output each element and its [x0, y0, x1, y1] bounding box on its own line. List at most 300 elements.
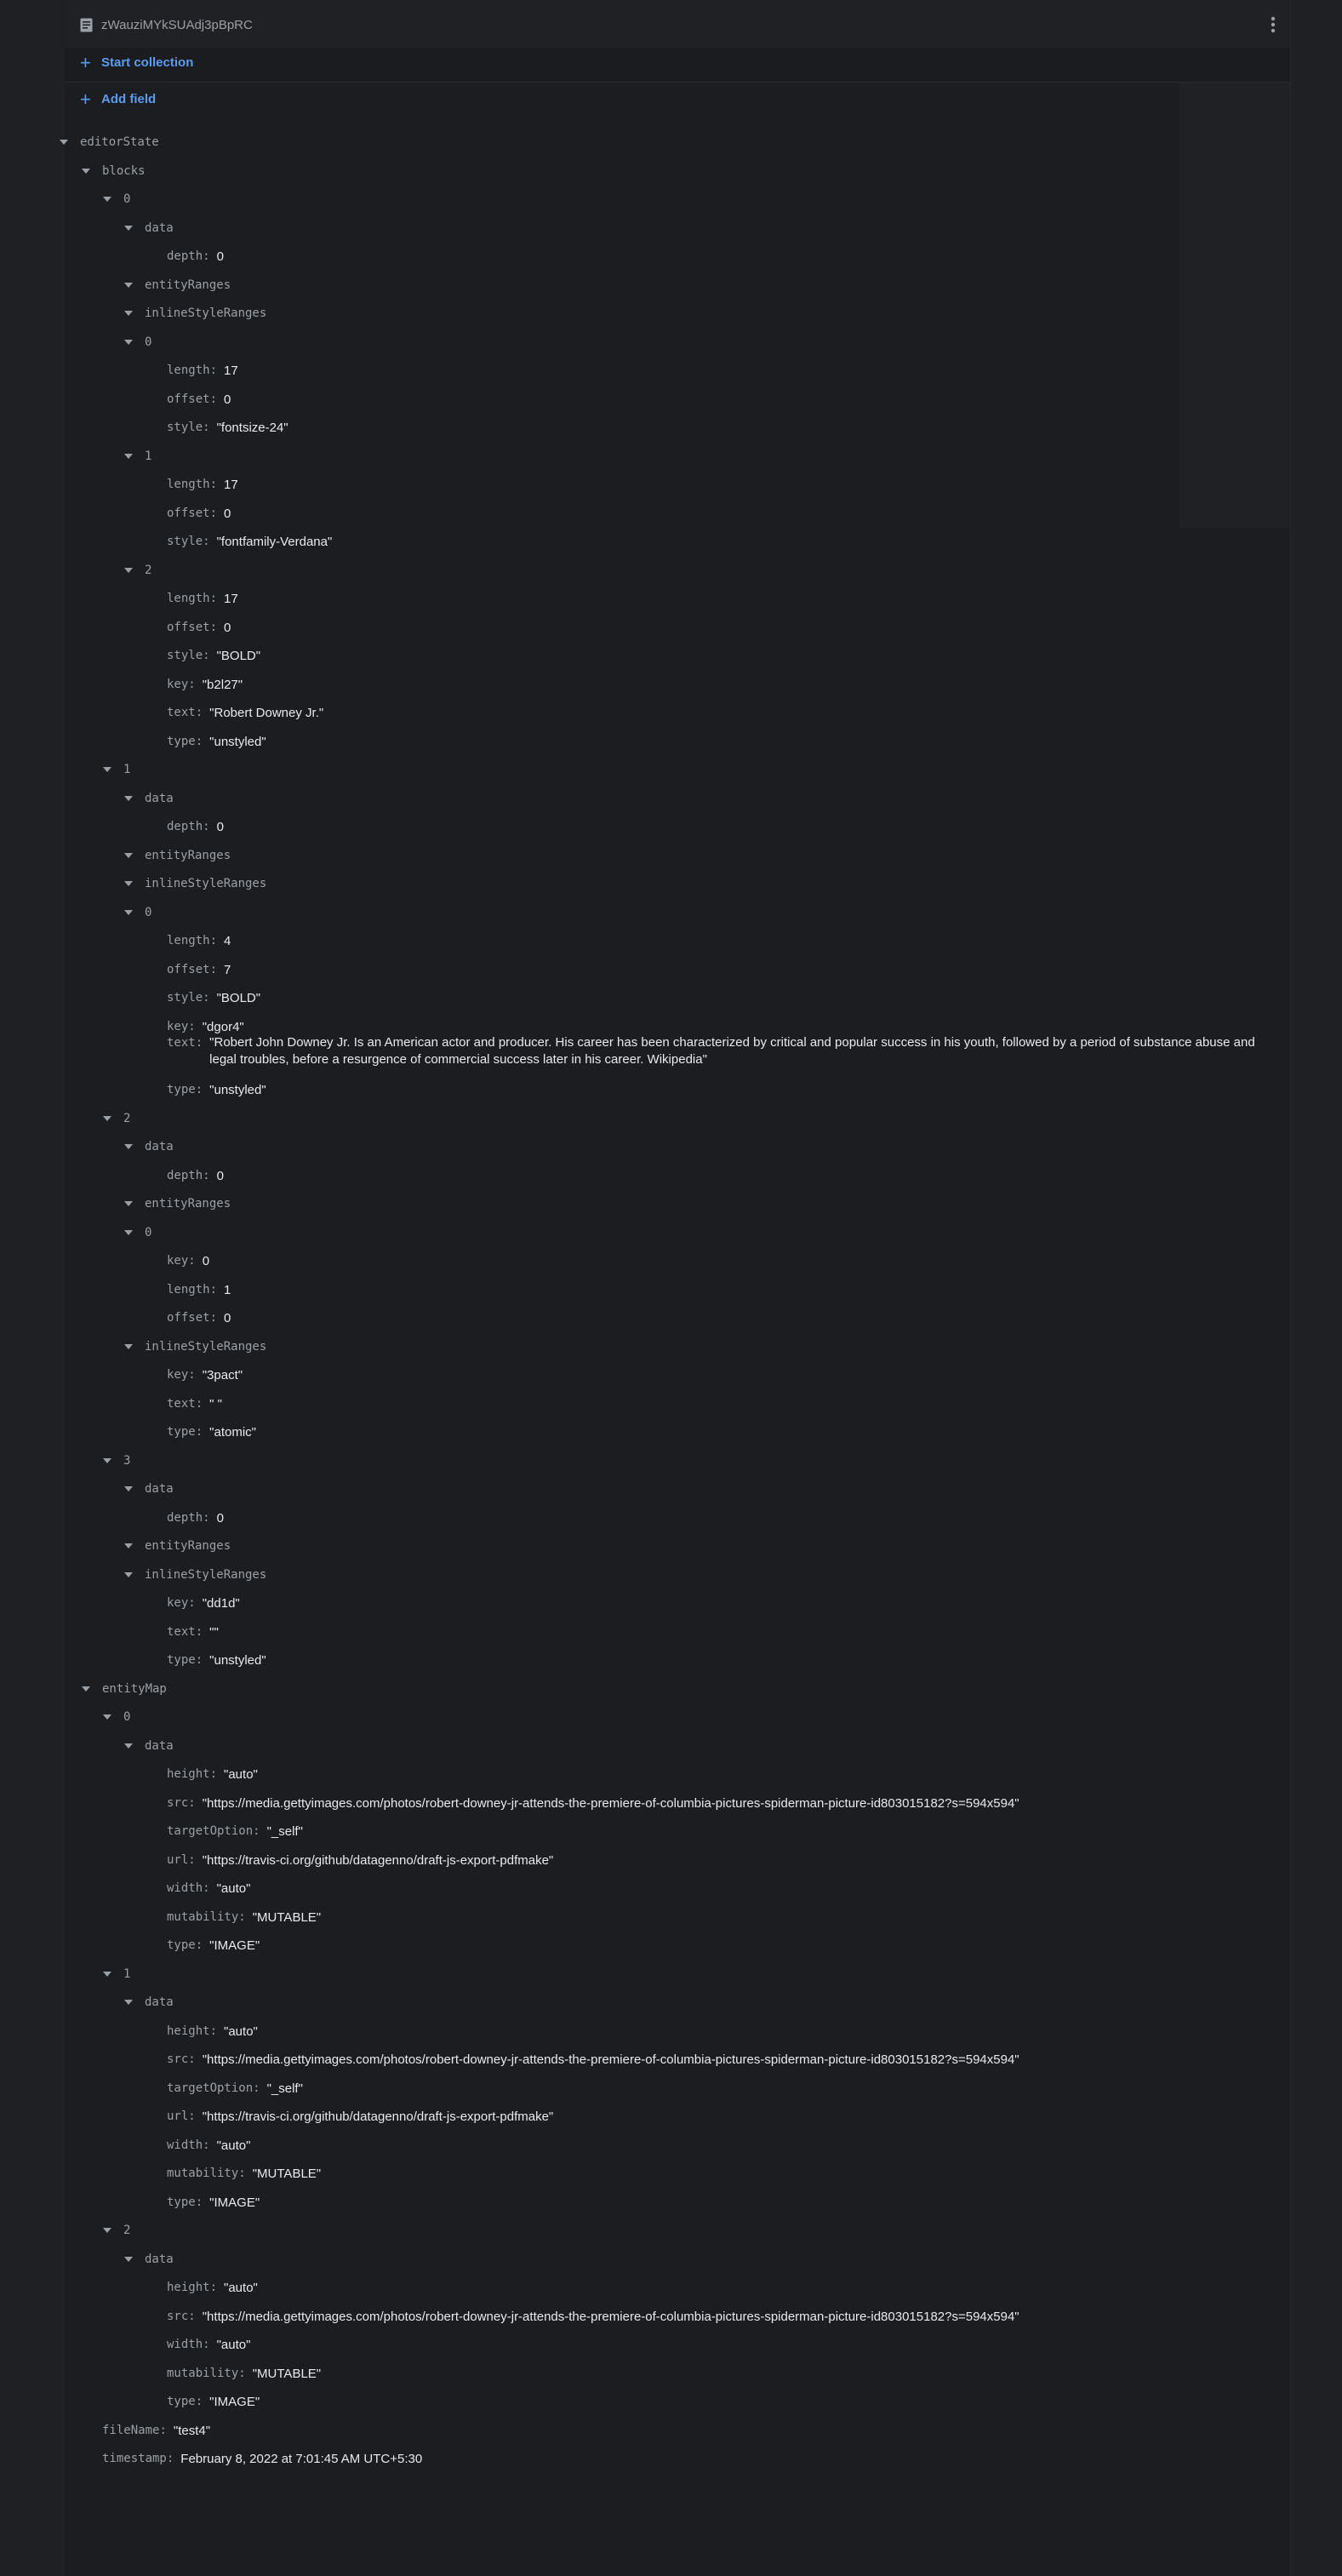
field-value: "b2l27" — [202, 677, 243, 692]
field-key: data — [145, 1482, 174, 1496]
field-separator: : — [209, 2024, 218, 2038]
field-row[interactable] — [167, 1394, 222, 1414]
tree-node[interactable] — [103, 1108, 130, 1129]
expand-arrow-icon[interactable] — [103, 197, 111, 202]
field-separator: : — [238, 2167, 246, 2180]
document-header — [65, 0, 1290, 49]
field-key: depth — [167, 249, 203, 263]
field-row[interactable] — [167, 2163, 321, 2184]
field-row[interactable] — [102, 2420, 210, 2441]
field-key: type — [167, 2395, 196, 2408]
tree-node[interactable] — [124, 1222, 151, 1243]
tree-node[interactable] — [103, 189, 130, 209]
field-key: style — [167, 649, 203, 662]
tree-node[interactable] — [124, 902, 151, 923]
document-panel — [65, 0, 1290, 2576]
field-row[interactable] — [167, 731, 266, 752]
field-key: data — [145, 221, 174, 235]
field-row[interactable] — [167, 2277, 258, 2298]
field-value: "BOLD" — [216, 990, 261, 1005]
field-key: depth — [167, 1511, 203, 1525]
tree-node[interactable] — [124, 303, 266, 323]
field-key: key — [167, 1368, 189, 1382]
field-key: type — [167, 735, 196, 748]
field-separator: : — [188, 1853, 196, 1867]
field-value: "fontsize-24" — [216, 420, 288, 435]
field-key: 0 — [145, 906, 152, 919]
field-separator: : — [195, 2395, 203, 2408]
field-key: src — [167, 1796, 189, 1810]
field-separator: : — [203, 1169, 210, 1182]
field-value: "3pact" — [202, 1367, 243, 1382]
field-row[interactable] — [167, 2334, 250, 2355]
field-separator: : — [188, 1796, 196, 1810]
field-separator: : — [195, 706, 203, 719]
field-key: inlineStyleRanges — [145, 877, 267, 890]
tree-node[interactable] — [124, 1992, 174, 2012]
field-separator: : — [188, 1368, 196, 1382]
tree-node[interactable] — [124, 1337, 266, 1357]
tree-node[interactable] — [124, 560, 151, 581]
field-separator: : — [203, 421, 210, 434]
field-value: February 8, 2022 at 7:01:45 AM UTC+5:30 — [180, 2451, 423, 2466]
field-key: 3 — [123, 1454, 131, 1468]
document-icon — [80, 18, 93, 32]
field-value: "unstyled" — [209, 734, 266, 749]
field-separator: : — [195, 735, 203, 748]
field-separator: : — [209, 364, 218, 377]
field-value: "auto" — [224, 1766, 258, 1782]
field-separator: : — [203, 2338, 210, 2351]
tree-node[interactable] — [124, 2249, 174, 2270]
field-key: 1 — [123, 763, 131, 776]
field-key: url — [167, 1853, 189, 1867]
field-value: "_self" — [266, 2081, 303, 2096]
field-row[interactable] — [167, 531, 332, 552]
field-key: width — [167, 2338, 203, 2351]
field-separator: : — [209, 934, 218, 947]
expand-arrow-icon[interactable] — [124, 2000, 133, 2005]
tree-node[interactable] — [124, 1536, 231, 1556]
expand-arrow-icon[interactable] — [103, 1458, 111, 1463]
field-separator: : — [166, 2452, 174, 2465]
field-row[interactable] — [167, 674, 243, 695]
field-row[interactable] — [167, 2049, 1019, 2069]
field-key: mutability — [167, 1910, 239, 1924]
field-separator: : — [188, 2109, 196, 2123]
field-key: 0 — [145, 335, 152, 349]
field-key: inlineStyleRanges — [145, 1568, 267, 1582]
field-key: type — [167, 1083, 196, 1096]
field-separator: : — [209, 592, 218, 605]
add-field-label: Add field — [101, 92, 157, 106]
field-row[interactable] — [167, 1508, 224, 1528]
expand-arrow-icon[interactable] — [124, 1230, 133, 1235]
add-field-button[interactable] — [80, 91, 156, 108]
field-row[interactable] — [167, 1079, 266, 1100]
field-key: 2 — [145, 564, 152, 577]
field-key: key — [167, 1254, 189, 1268]
field-key: entityRanges — [145, 849, 231, 862]
field-separator: : — [238, 2367, 246, 2380]
field-row[interactable] — [167, 246, 224, 266]
field-key: height — [167, 2281, 210, 2294]
field-value: "MUTABLE" — [252, 1909, 322, 1925]
field-row[interactable] — [167, 2363, 321, 2384]
field-key: entityRanges — [145, 1539, 231, 1553]
field-value: "IMAGE" — [209, 2394, 260, 2409]
field-row[interactable] — [167, 1793, 1019, 1813]
field-separator: : — [209, 963, 218, 976]
field-key: style — [167, 421, 203, 434]
expand-arrow-icon[interactable] — [124, 853, 133, 858]
tree-node[interactable] — [82, 161, 146, 181]
field-key: width — [167, 2138, 203, 2152]
tree-node[interactable] — [103, 1451, 130, 1471]
field-separator: : — [253, 2081, 260, 2095]
field-key: 2 — [123, 2224, 131, 2237]
field-row[interactable] — [167, 1422, 256, 1442]
field-separator: : — [209, 1311, 218, 1325]
field-row[interactable] — [167, 1279, 231, 1300]
field-key: width — [167, 1881, 203, 1895]
plus-icon: + — [80, 89, 91, 110]
expand-arrow-icon[interactable] — [124, 1201, 133, 1206]
field-key: height — [167, 2024, 210, 2038]
plus-icon: + — [80, 52, 91, 73]
field-row[interactable] — [167, 2021, 258, 2041]
field-separator: : — [195, 1083, 203, 1096]
field-row[interactable] — [167, 930, 231, 951]
collection-bar — [65, 48, 1290, 83]
field-value: "https://media.gettyimages.com/photos/robert-downey-jr-attends-the-premiere-of-columbia-pictures-spiderman-picture-id803015182?s=594x594" — [202, 1795, 1019, 1811]
expand-arrow-icon[interactable] — [124, 881, 133, 886]
field-separator: : — [203, 1881, 210, 1895]
tree-node[interactable] — [82, 1679, 167, 1699]
more-vert-icon[interactable] — [1265, 14, 1282, 36]
field-value: "Robert Downey Jr." — [209, 705, 324, 720]
field-row[interactable] — [167, 1878, 250, 1898]
field-value: 0 — [202, 1253, 210, 1268]
field-separator: : — [203, 535, 210, 548]
field-value: 17 — [224, 363, 238, 378]
field-row[interactable] — [102, 2448, 422, 2469]
field-value: "" — [209, 1624, 219, 1640]
field-row[interactable] — [167, 2135, 250, 2155]
expand-arrow-icon[interactable] — [124, 226, 133, 231]
field-value: "IMAGE" — [209, 2195, 260, 2210]
tree-node[interactable] — [124, 1736, 174, 1756]
field-value: "https://travis-ci.org/github/datagenno/draft-js-export-pdfmake" — [202, 2109, 554, 2124]
field-separator: : — [203, 2138, 210, 2152]
field-value: "fontfamily-Verdana" — [216, 534, 333, 549]
field-separator: : — [209, 2281, 218, 2294]
field-row[interactable] — [167, 2306, 1019, 2327]
tree-node[interactable] — [124, 1565, 266, 1585]
field-separator: : — [195, 1938, 203, 1952]
tree-node[interactable] — [124, 1194, 231, 1214]
expand-arrow-icon[interactable] — [103, 1116, 111, 1121]
field-value: 1 — [224, 1282, 231, 1297]
tree-node[interactable] — [124, 1136, 174, 1157]
field-row[interactable] — [167, 1764, 258, 1784]
field-key: key — [167, 1596, 189, 1610]
field-separator: : — [209, 1767, 218, 1781]
expand-arrow-icon[interactable] — [124, 2257, 133, 2262]
field-value: "_self" — [266, 1823, 303, 1839]
field-value: 0 — [224, 392, 231, 407]
field-key: targetOption — [167, 1824, 254, 1838]
field-key: depth — [167, 1169, 203, 1182]
expand-arrow-icon[interactable] — [124, 1144, 133, 1149]
field-key: 0 — [123, 192, 131, 206]
field-separator: : — [159, 2424, 167, 2437]
field-key: text — [167, 1625, 196, 1639]
field-separator: : — [203, 1511, 210, 1525]
field-value: "dgor4" — [202, 1019, 244, 1034]
field-separator: : — [195, 1397, 203, 1411]
field-value: "BOLD" — [216, 648, 261, 663]
field-row[interactable] — [167, 1593, 240, 1613]
field-row[interactable] — [167, 1907, 321, 1927]
field-value: "MUTABLE" — [252, 2366, 322, 2381]
field-separator: : — [188, 2310, 196, 2323]
field-separator: : — [253, 1824, 260, 1838]
side-panel-shade — [1179, 48, 1290, 528]
field-key: src — [167, 2310, 189, 2323]
expand-arrow-icon[interactable] — [124, 1344, 133, 1349]
field-key: targetOption — [167, 2081, 254, 2095]
field-row[interactable] — [167, 702, 323, 723]
document-id: zWauziMYkSUAdj3pBpRC — [101, 18, 253, 32]
field-key: length — [167, 364, 210, 377]
field-key: 1 — [123, 1967, 131, 1981]
field-key: 0 — [145, 1226, 152, 1239]
field-separator: : — [203, 991, 210, 1005]
field-value: 4 — [224, 933, 231, 948]
field-value: 17 — [224, 591, 238, 606]
field-separator: : — [203, 649, 210, 662]
field-value: 0 — [224, 506, 231, 521]
field-separator: : — [209, 392, 218, 406]
field-key: data — [145, 792, 174, 805]
field-separator: : — [195, 1653, 203, 1667]
expand-arrow-icon[interactable] — [124, 454, 133, 459]
field-row[interactable] — [167, 1034, 1258, 1072]
field-value: "auto" — [224, 2280, 258, 2295]
field-key: data — [145, 1739, 174, 1753]
field-value: "https://media.gettyimages.com/photos/robert-downey-jr-attends-the-premiere-of-columbia-pictures-spiderman-picture-id803015182?s=594x594" — [202, 2052, 1019, 2067]
field-key: 2 — [123, 1112, 131, 1125]
field-separator: : — [195, 1425, 203, 1439]
tree-node[interactable] — [103, 1964, 130, 1984]
field-row[interactable] — [167, 417, 288, 438]
field-row[interactable] — [167, 1251, 209, 1271]
tree-node[interactable] — [124, 1479, 174, 1499]
expand-arrow-icon[interactable] — [124, 340, 133, 345]
field-separator: : — [188, 1596, 196, 1610]
start-collection-button[interactable] — [80, 54, 193, 72]
field-value: "MUTABLE" — [252, 2166, 322, 2181]
field-separator: : — [188, 2052, 196, 2066]
field-value: "dd1d" — [202, 1595, 240, 1611]
start-collection-label: Start collection — [101, 55, 194, 70]
field-row[interactable] — [167, 987, 260, 1008]
field-key: timestamp — [102, 2452, 167, 2465]
field-separator: : — [238, 1910, 246, 1924]
field-row[interactable] — [167, 389, 231, 409]
field-key: blocks — [102, 164, 146, 178]
field-row[interactable] — [167, 2078, 303, 2098]
field-key: key — [167, 1020, 189, 1033]
field-key: url — [167, 2109, 189, 2123]
field-row[interactable] — [167, 617, 231, 638]
field-row[interactable] — [167, 588, 238, 609]
field-row[interactable] — [167, 1622, 219, 1642]
field-key: type — [167, 1653, 196, 1667]
field-separator: : — [188, 1254, 196, 1268]
field-row[interactable] — [167, 2391, 260, 2412]
tree-node[interactable] — [103, 1707, 130, 1727]
tree-node[interactable] — [124, 788, 174, 809]
expand-arrow-icon[interactable] — [124, 1486, 133, 1491]
expand-arrow-icon[interactable] — [124, 1572, 133, 1577]
field-row[interactable] — [167, 474, 238, 495]
field-key: src — [167, 2052, 189, 2066]
field-separator: : — [195, 1036, 203, 1050]
field-key: offset — [167, 392, 210, 406]
field-key: 0 — [123, 1710, 131, 1724]
field-key: length — [167, 592, 210, 605]
field-key: text — [167, 1397, 196, 1411]
field-row[interactable] — [167, 959, 231, 980]
field-key: offset — [167, 1311, 210, 1325]
field-value: "https://travis-ci.org/github/datagenno/draft-js-export-pdfmake" — [202, 1852, 554, 1868]
field-row[interactable] — [167, 1365, 243, 1385]
expand-arrow-icon[interactable] — [103, 1714, 111, 1720]
expand-arrow-icon[interactable] — [60, 140, 68, 145]
field-key: key — [167, 678, 189, 691]
field-separator: : — [209, 621, 218, 634]
field-separator: : — [209, 507, 218, 520]
field-separator: : — [188, 1020, 196, 1033]
tree-node[interactable] — [124, 873, 266, 894]
field-value: 0 — [224, 1310, 231, 1325]
field-key: entityRanges — [145, 1197, 231, 1211]
field-value: "auto" — [224, 2024, 258, 2039]
field-key: offset — [167, 963, 210, 976]
field-value: 0 — [216, 1168, 224, 1183]
field-key: type — [167, 2195, 196, 2209]
tree-node[interactable] — [103, 2220, 130, 2241]
field-value: "test4" — [173, 2423, 211, 2438]
field-row[interactable] — [167, 2192, 260, 2212]
field-row[interactable] — [167, 1308, 231, 1328]
field-value: "unstyled" — [209, 1652, 266, 1668]
expand-arrow-icon[interactable] — [124, 796, 133, 801]
field-key: text — [167, 1036, 196, 1050]
field-value: " " — [209, 1396, 222, 1411]
expand-arrow-icon[interactable] — [103, 1972, 111, 1977]
field-key: mutability — [167, 2167, 239, 2180]
field-row[interactable] — [167, 816, 224, 837]
field-key: fileName — [102, 2424, 160, 2437]
field-row[interactable] — [167, 360, 238, 381]
field-value: "unstyled" — [209, 1082, 266, 1097]
field-separator: : — [203, 249, 210, 263]
field-value: 0 — [216, 1510, 224, 1526]
field-value: "IMAGE" — [209, 1938, 260, 1953]
tree-node[interactable] — [124, 218, 174, 238]
field-key: entityRanges — [145, 278, 231, 292]
field-key: editorState — [80, 135, 159, 149]
field-key: depth — [167, 820, 203, 833]
field-separator: : — [209, 478, 218, 491]
field-row[interactable] — [167, 645, 260, 666]
field-separator: : — [195, 1625, 203, 1639]
field-value: 7 — [224, 962, 231, 977]
field-value: 0 — [216, 249, 224, 264]
expand-arrow-icon[interactable] — [103, 767, 111, 772]
field-value: "Robert John Downey Jr. Is an American actor and producer. His career has been characterized by critical and popular success in his youth, followed by a period of substance abuse and legal troubles, before a resurgence of commercial success later in his career. Wikipedia" — [209, 1035, 1255, 1067]
expand-arrow-icon[interactable] — [82, 169, 90, 174]
expand-arrow-icon[interactable] — [124, 1543, 133, 1548]
field-key: style — [167, 535, 203, 548]
field-value: "auto" — [216, 2138, 251, 2153]
field-row[interactable] — [167, 2106, 553, 2127]
expand-arrow-icon[interactable] — [124, 283, 133, 288]
field-separator: : — [188, 678, 196, 691]
expand-arrow-icon[interactable] — [124, 910, 133, 915]
field-key: text — [167, 706, 196, 719]
field-row[interactable] — [167, 1821, 303, 1841]
field-value: 0 — [216, 819, 224, 834]
field-row[interactable] — [167, 1935, 260, 1955]
expand-arrow-icon[interactable] — [82, 1686, 90, 1692]
field-key: entityMap — [102, 1682, 167, 1696]
tree-node[interactable] — [124, 446, 151, 467]
field-row[interactable] — [167, 1650, 266, 1670]
tree-node[interactable] — [103, 759, 130, 780]
field-value: 0 — [224, 620, 231, 635]
expand-arrow-icon[interactable] — [124, 311, 133, 316]
field-separator: : — [195, 2195, 203, 2209]
field-row[interactable] — [167, 1165, 224, 1186]
expand-arrow-icon[interactable] — [124, 1743, 133, 1749]
field-key: height — [167, 1767, 210, 1781]
field-key: offset — [167, 621, 210, 634]
tree-node[interactable] — [124, 332, 151, 352]
field-separator: : — [203, 820, 210, 833]
field-key: data — [145, 2253, 174, 2266]
field-value: "https://media.gettyimages.com/photos/robert-downey-jr-attends-the-premiere-of-columbia-pictures-spiderman-picture-id803015182?s=594x594" — [202, 2309, 1019, 2324]
field-key: length — [167, 1283, 210, 1297]
field-key: length — [167, 478, 210, 491]
field-key: style — [167, 991, 203, 1005]
field-row[interactable] — [167, 503, 231, 524]
tree-node[interactable] — [60, 132, 159, 152]
expand-arrow-icon[interactable] — [103, 2228, 111, 2233]
expand-arrow-icon[interactable] — [124, 568, 133, 573]
field-value: "auto" — [216, 1880, 251, 1896]
tree-node[interactable] — [124, 845, 231, 866]
field-key: length — [167, 934, 210, 947]
field-value: "auto" — [216, 2337, 251, 2352]
field-row[interactable] — [167, 1850, 553, 1870]
field-key: offset — [167, 507, 210, 520]
tree-node[interactable] — [124, 275, 231, 295]
field-separator: : — [209, 1283, 218, 1297]
